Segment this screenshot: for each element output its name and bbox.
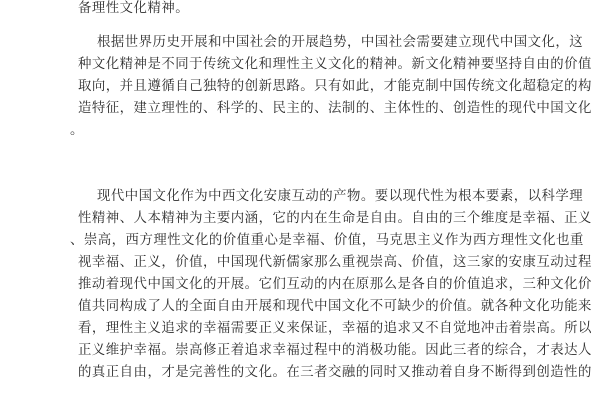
text-line: 备理性文化精神。: [78, 1, 190, 16]
text-line: 推动着现代中国文化的开展。它们互动的内在原那么是各自的价值追求，三种文化价: [78, 277, 592, 292]
text-line: 性精神、人本精神为主要内涵，它的内在生命是自由。自由的三个维度是幸福、正义: [78, 211, 592, 226]
text-line: 现代中国文化作为中西文化安康互动的产物。要以现代性为根本要素，以科学理: [97, 189, 584, 204]
text-line: 的真正自由，才是完善性的文化。在三者交融的同时又推动着自身不断得到创造性的: [78, 365, 592, 380]
text-line: 取向，并且遵循自己独特的创新思路。只有如此，才能克制中国传统文化超稳定的构: [78, 79, 592, 94]
text-line: 造特征，建立理性的、科学的、民主的、法制的、主体性的、创造性的现代中国文化: [78, 101, 592, 116]
text-line: 。: [70, 123, 84, 138]
text-line: 值共同构成了人的全面自由开展和现代中国文化不可缺少的价值。就各种文化功能来: [78, 299, 592, 314]
text-line: 视幸福、正义，价值，中国现代新儒家那么重视崇高、价值，这三家的安康互动过程: [78, 255, 592, 270]
text-line: 种文化精神是不同于传统文化和理性主义文化的精神。新文化精神要坚持自由的价值: [78, 57, 592, 72]
text-line: 正义维护幸福。崇高修正着追求幸福过程中的消极功能。因此三者的综合，才表达人: [78, 343, 592, 358]
text-line: 根据世界历史开展和中国社会的开展趋势，中国社会需要建立现代中国文化，这: [97, 35, 584, 50]
text-line: 、崇高，西方理性文化的价值重心是幸福、价值，马克思主义作为西方理性文化也重: [70, 233, 584, 248]
text-line: 看，理性主义追求的幸福需要正义来保证，幸福的追求又不自觉地冲击着崇高。所以: [78, 321, 592, 336]
